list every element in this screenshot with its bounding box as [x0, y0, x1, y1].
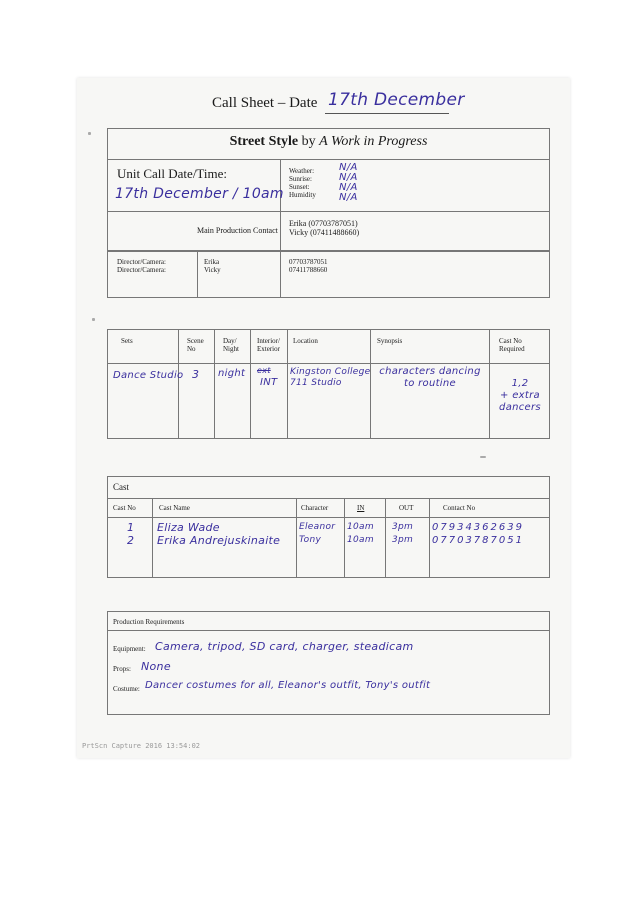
- props-value: None: [141, 660, 171, 673]
- main-contact-lines: [289, 219, 359, 237]
- sunset-label: Sunset:: [289, 183, 310, 191]
- unit-call-value: 17th December / 10am: [115, 186, 284, 202]
- title-by: by: [301, 134, 316, 149]
- director-name: Vicky: [204, 266, 221, 274]
- director-names: [204, 258, 221, 274]
- cast-required-line: + extra: [500, 390, 540, 401]
- weather-labels: [289, 167, 316, 199]
- scan-speck: [88, 132, 91, 135]
- scan-speck: [92, 318, 95, 321]
- set-value: Dance Studio: [113, 370, 184, 381]
- production-title-divider: [107, 630, 550, 631]
- humidity-label: Humidity: [289, 191, 316, 199]
- cast-required-line: 1,2: [511, 378, 529, 389]
- cast-character-values: [299, 521, 335, 547]
- director-phone: 07703787051: [289, 258, 328, 266]
- cast-in: 10am: [347, 535, 374, 545]
- intext-value: INT: [260, 377, 278, 388]
- weather-label: Weather:: [289, 167, 315, 175]
- title-main: Street Style: [229, 134, 299, 149]
- cast-character: Eleanor: [299, 522, 336, 532]
- cast-header-in: IN: [357, 504, 365, 512]
- scan-footer: PrtScn Capture 2016 13:54:02: [82, 742, 201, 750]
- sunrise-value: N/A: [339, 172, 358, 183]
- cast-out-values: [392, 521, 413, 547]
- equipment-value: Camera, tripod, SD card, charger, steadicam: [155, 640, 414, 653]
- synopsis-line: characters dancing: [379, 366, 481, 377]
- cast-col-div: [296, 498, 297, 578]
- scan-speck: [480, 456, 486, 458]
- directors-divider-2: [280, 251, 281, 298]
- production-box: [107, 611, 550, 715]
- sets-header-location: Location: [293, 337, 318, 345]
- directors-divider-1: [197, 251, 198, 298]
- sets-header-scene: Scene No: [187, 337, 204, 353]
- costume-label: Costume:: [113, 685, 140, 693]
- cast-header-no: Cast No: [113, 504, 136, 512]
- synopsis-value: [373, 366, 487, 390]
- equipment-label: Equipment:: [113, 645, 146, 653]
- cast-in-values: [347, 521, 374, 547]
- sunset-value: N/A: [339, 182, 358, 193]
- location-line: Kingston College: [290, 367, 371, 377]
- cast-header-name: Cast Name: [159, 504, 190, 512]
- cast-name: Eliza Wade: [157, 521, 220, 534]
- intext-struck-value: ext: [257, 366, 271, 375]
- daynight-value: night: [218, 368, 246, 379]
- cast-header-character: Character: [301, 504, 329, 512]
- sets-header-intext: Interior/ Exterior: [257, 337, 280, 353]
- cast-col-div: [385, 498, 386, 578]
- directors-box: [107, 251, 550, 298]
- location-line: 711 Studio: [290, 378, 342, 388]
- cast-required-line: dancers: [499, 402, 541, 413]
- weather-values: [339, 163, 358, 203]
- sets-col-div: [214, 329, 215, 439]
- director-phone: 07411788660: [289, 266, 328, 274]
- title-divider: [107, 159, 550, 160]
- director-role: Director/Camera:: [117, 266, 166, 274]
- cast-header-contact: Contact No: [443, 504, 476, 512]
- header-prefix: Call Sheet – Date: [212, 95, 318, 111]
- sets-header-daynight: Day/ Night: [223, 337, 239, 353]
- director-name: Erika: [204, 258, 220, 266]
- cast-in: 10am: [347, 522, 374, 532]
- scene-value: 3: [192, 368, 200, 381]
- cast-title-divider: [107, 498, 550, 499]
- cast-name-values: [157, 521, 280, 547]
- weather-value: N/A: [339, 162, 358, 173]
- header-date-value: 17th December: [328, 90, 465, 110]
- main-contact-vicky: Vicky (07411488660): [289, 228, 360, 237]
- cast-character: Tony: [299, 535, 322, 545]
- cast-header-out: OUT: [399, 504, 414, 512]
- director-role: Director/Camera:: [117, 258, 166, 266]
- production-title: [107, 134, 550, 150]
- cast-contact: 07934362639: [432, 522, 524, 533]
- cast-col-div: [152, 498, 153, 578]
- cast-no-values: [127, 521, 134, 547]
- sets-header-sets: Sets: [121, 337, 133, 345]
- props-label: Props:: [113, 665, 131, 673]
- director-roles: [117, 258, 166, 274]
- sets-header-castno: Cast No Required: [499, 337, 525, 353]
- main-contact-erika: Erika (07703787051): [289, 219, 358, 228]
- contact-divider: [107, 211, 550, 212]
- sets-col-div: [250, 329, 251, 439]
- date-underline: [325, 113, 449, 114]
- cast-col-div: [429, 498, 430, 578]
- sets-col-div: [178, 329, 179, 439]
- cast-no: 2: [127, 534, 135, 547]
- cast-no: 1: [127, 521, 135, 534]
- cast-header-divider: [107, 517, 550, 518]
- unit-call-label: Unit Call Date/Time:: [117, 166, 228, 181]
- sets-col-div: [287, 329, 288, 439]
- production-title: Production Requirements: [113, 618, 185, 626]
- cast-contact-values: [432, 521, 524, 547]
- top-vertical-divider: [280, 159, 281, 251]
- sets-header-divider: [107, 363, 550, 364]
- title-company: A Work in Progress: [319, 134, 428, 149]
- location-value: [290, 367, 371, 389]
- call-sheet-page: [77, 78, 570, 758]
- cast-title: Cast: [113, 482, 130, 492]
- cast-name: Erika Andrejuskinaite: [157, 534, 281, 547]
- cast-col-div: [344, 498, 345, 578]
- director-phones: [289, 258, 328, 274]
- cast-out: 3pm: [392, 535, 414, 545]
- synopsis-line: to routine: [404, 378, 456, 389]
- sets-col-div: [489, 329, 490, 439]
- main-contact-label: Main Production Contact: [197, 226, 278, 235]
- sunrise-label: Sunrise:: [289, 175, 312, 183]
- sets-header-synopsis: Synopsis: [377, 337, 403, 345]
- cast-contact: 07703787051: [432, 535, 524, 546]
- cast-required-value: [491, 378, 549, 414]
- humidity-value: N/A: [339, 192, 358, 203]
- costume-value: Dancer costumes for all, Eleanor's outfit, Tony's outfit: [145, 680, 431, 691]
- cast-out: 3pm: [392, 522, 414, 532]
